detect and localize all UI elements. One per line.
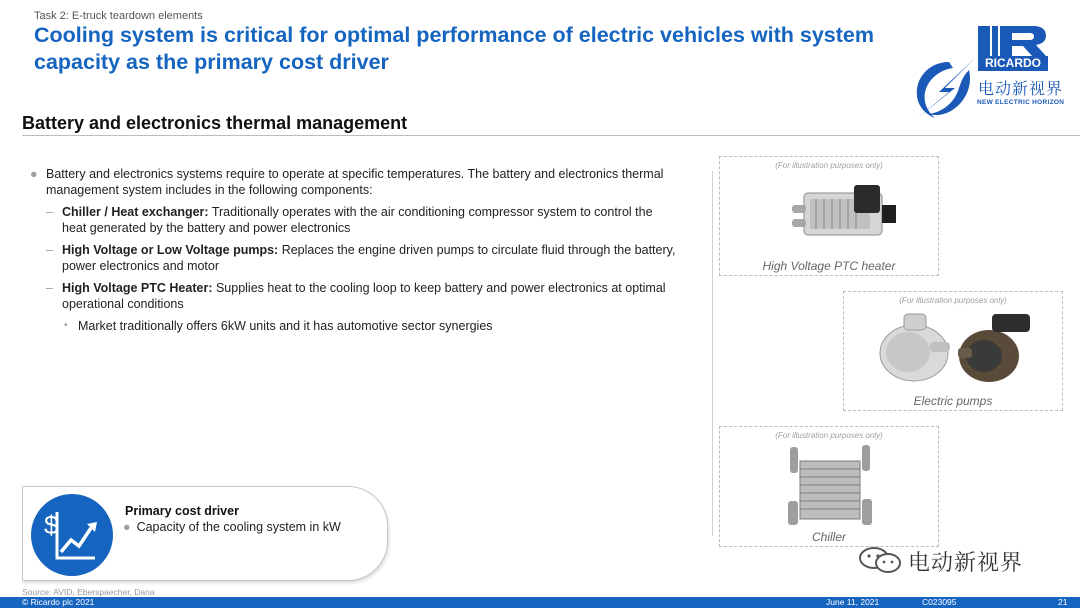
chiller-image-box [719,426,939,547]
component-name: High Voltage PTC Heater: [62,281,213,295]
image-column-divider [712,171,713,536]
bullet-dot-icon: ● [30,167,38,181]
footer-code: C023095 [922,597,957,607]
chiller-caption: Chiller [811,530,846,544]
source-note: Source: AVID, Eberspaecher, Dana [22,587,155,597]
component-chiller [30,204,680,236]
electric-pumps-caption: Electric pumps [913,394,993,408]
dollar-chart-icon [31,494,113,576]
component-name: Chiller / Heat exchanger: [62,205,209,219]
footer-copyright: © Ricardo plc 2021 [22,597,95,607]
task-label: Task 2: E-truck teardown elements [34,10,203,22]
market-sub-bullet [30,318,680,334]
svg-text:$: $ [44,510,59,540]
logo-cn-name: 电动新视界 [978,79,1064,98]
dash-marker: – [46,281,53,295]
footer-date: June 11, 2021 [826,597,880,607]
watermark-text: 电动新视界 [908,551,1024,576]
wechat-icon [858,546,904,574]
ricardo-logo [905,26,1075,121]
component-desc: Supplies heat to the cooling loop to keep battery and power electronics at optimal operational conditions [62,281,666,311]
cost-driver-circle [31,494,113,576]
electric-pumps-image-box [843,291,1063,411]
intro-bullet [30,166,680,198]
bullet-dot-icon: ● [123,520,131,534]
dash-marker: – [46,243,53,257]
component-desc: Traditionally operates with the air conditioning compressor system to control the heat generated by the battery and power electronics [62,205,653,235]
component-pumps [30,242,680,274]
component-ptc-heater [30,280,680,312]
section-title: Battery and electronics thermal management [22,113,408,133]
ricardo-wordmark: RICARDO [978,56,1048,71]
footer-page-number: 21 [1058,597,1068,607]
ptc-heater-image [790,175,902,255]
chiller-image [786,443,876,529]
ptc-heater-caption: High Voltage PTC heater [762,259,896,273]
page-title: Cooling system is critical for optimal performance of electric vehicles with system capacity as the primary cost driver [34,23,874,74]
component-desc: Replaces the engine driven pumps to circulate fluid through the battery, power electronics and motor [62,243,676,273]
intro-text: Battery and electronics systems require to operate at specific temperatures. The battery and electronics thermal management system includes in the following components: [46,167,664,197]
component-name: High Voltage or Low Voltage pumps: [62,243,279,257]
dash-marker: – [46,205,53,219]
market-note: Market traditionally offers 6kW units and it has automotive sector synergies [78,319,493,333]
section-divider [22,135,1080,136]
bullet-dot-icon: • [64,320,68,331]
illustration-note: (For illustration purposes only) [899,296,1007,305]
footer-bar [0,597,1080,608]
content-list [30,166,680,340]
cost-driver-title: Primary cost driver [125,504,239,518]
electric-pumps-image [874,308,1034,388]
illustration-note: (For illustration purposes only) [775,431,883,440]
cost-driver-text: Capacity of the cooling system in kW [136,520,341,534]
cost-driver-item [123,520,341,534]
logo-en-name: NEW ELECTRIC HORIZON [977,99,1065,106]
wechat-watermark [858,544,1058,576]
illustration-note: (For illustration purposes only) [775,161,883,170]
ptc-heater-image-box [719,156,939,276]
primary-cost-driver-callout [22,486,388,581]
lightning-swirl-icon [909,56,977,122]
